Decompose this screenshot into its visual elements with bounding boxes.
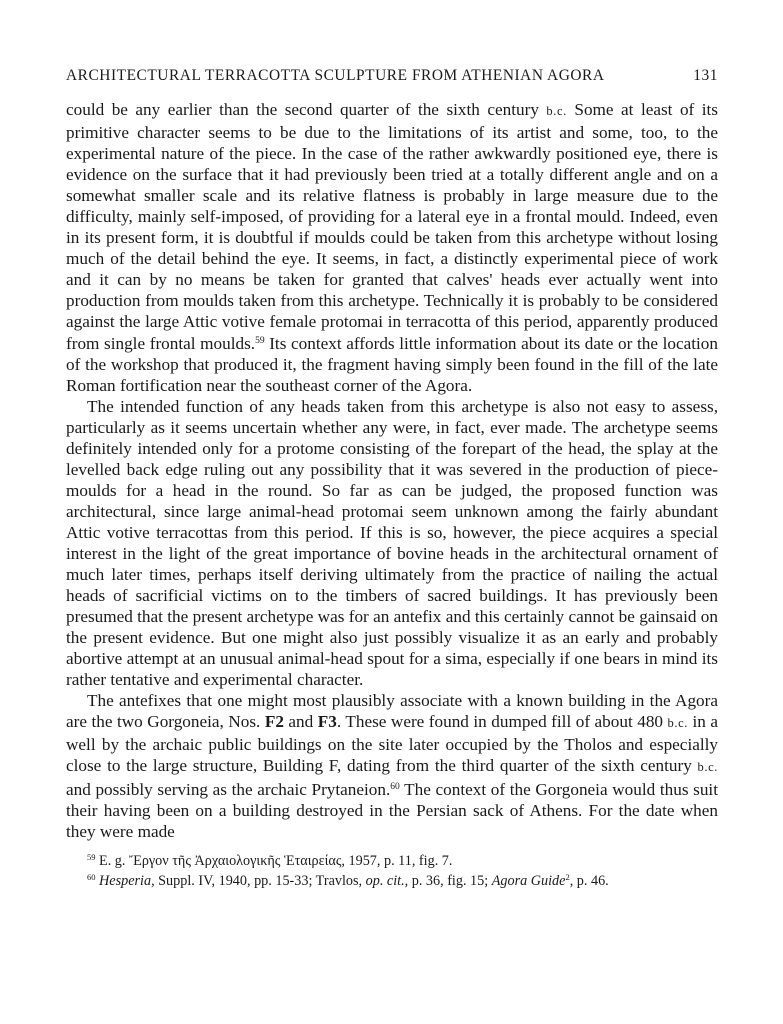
paragraph-3-text-e: and possibly serving as the archaic Prytaneion. [66,779,391,799]
footnote-text: , p. 46. [569,872,609,889]
footnote-text: , Suppl. IV, 1940, pp. 15-33; Travlos, [151,872,366,889]
running-title: ARCHITECTURAL TERRACOTTA SCULPTURE FROM ATHENIAN AGORA [66,67,605,84]
edition-number: 2 [565,871,570,882]
footnote-59 [87,851,718,871]
footnote-ref-60[interactable]: 60 [390,781,400,792]
paragraph-1-text-c: Its context affords little information about its date or the location of the workshop that produced it, the fragment having simply been found in the fill of the late Roman fortification near the southeast corner of the Agora. [66,333,718,395]
paragraph-1-text-a: could be any earlier than the second quarter of the sixth century [66,100,547,119]
paragraph-3-text-f: The context of the Gorgoneia would thus suit their having been on a building destroyed in the Persian sack of Athens. For the date when they were made [66,779,718,841]
guide-title: Agora Guide [491,872,566,889]
running-head [66,66,718,86]
footnotes [66,851,718,891]
paragraph-3 [66,690,718,841]
paragraph-3-text-d: in a well by the archaic public buildings on the site later occupied by the Tholos and especially close to the large structure, Building F, dating from the third quarter of the sixth century [66,712,719,776]
catalogue-ref-f3: F3 [317,712,337,732]
paragraph-3-text-c: . These were found in dumped fill of about 480 [336,712,668,732]
footnote-text: , p. 36, fig. 15; [404,872,492,889]
era-abbrev: b.c. [546,104,567,118]
page [66,66,718,891]
footnote-text: E. g. Ἔργον τῆς Ἀρχαιολογικῆς Ἑταιρείας, 1957, p. 11, fig. 7. [95,852,453,869]
paragraph-1-text-b: Some at least of its primitive character seems to be due to the limitations of its artist and some, too, to the experimental nature of the piece. In the case of the rather awkwardly positioned eye, there is evidence on the surface that it had previously been tried at a totally different angle and on a somewhat smaller scale and its relative flatness is probably in large measure due to the difficulty, mainly self-imposed, of providing for a lateral eye in a frontal mould. Indeed, even in its present form, it is doubtful if moulds could be taken from this archetype without losing much of the detail behind the eye. It seems, in fact, a distinctly experimental piece of work and it can by no means be taken for granted that calves' heads ever actually went into production from moulds taken from this archetype. Technically it is probably to be considered against the large Attic votive female protomai in terracotta of this period, apparently produced from single frontal moulds. [66,100,719,353]
paragraph-1 [66,99,718,396]
era-abbrev: b.c. [667,716,688,731]
page-number: 131 [693,67,718,84]
op-cit: op. cit. [365,872,405,889]
journal-title: Hesperia [99,872,152,889]
footnote-number: 60 [87,871,96,882]
body-text [66,99,718,842]
footnote-number: 59 [87,851,96,862]
era-abbrev: b.c. [697,760,718,775]
catalogue-ref-f2: F2 [264,712,284,732]
paragraph-3-text-b: and [283,712,318,732]
paragraph-2: The intended function of any heads taken from this archetype is also not easy to assess, particularly as it seems uncertain whether any were, in fact, ever made. The archetype seems definitely intended only for a protome consisting of the forepart of the head, the splay at the levelled back edge ruling out any possibility that it was severed in the production of piece-moulds for a head in the round. So far as can be judged, the proposed function was architectural, since large animal-head protomai seem unknown among the fairly abundant Attic votive terracottas from this period. If this is so, however, the piece acquires a special interest in the light of the great importance of bovine heads in the architectural ornament of much later times, perhaps itself deriving ultimately from the practice of nailing the actual heads of sacrificial victims on to the timbers of sacred buildings. It has previously been presumed that the present archetype was for an antefix and this certainly cannot be gainsaid on the present evidence. But one might also just possibly visualize it as an early and probably abortive attempt at an unusual animal-head spout for a sima, especially if one bears in mind its rather tentative and experimental character. [66,396,718,690]
footnote-ref-59[interactable]: 59 [255,335,265,346]
paragraph-3-text-a: The antefixes that one might most plausibly associate with a known building in the Agora are the two Gorgoneia, Nos. [66,691,718,732]
footnote-60 [87,871,718,891]
